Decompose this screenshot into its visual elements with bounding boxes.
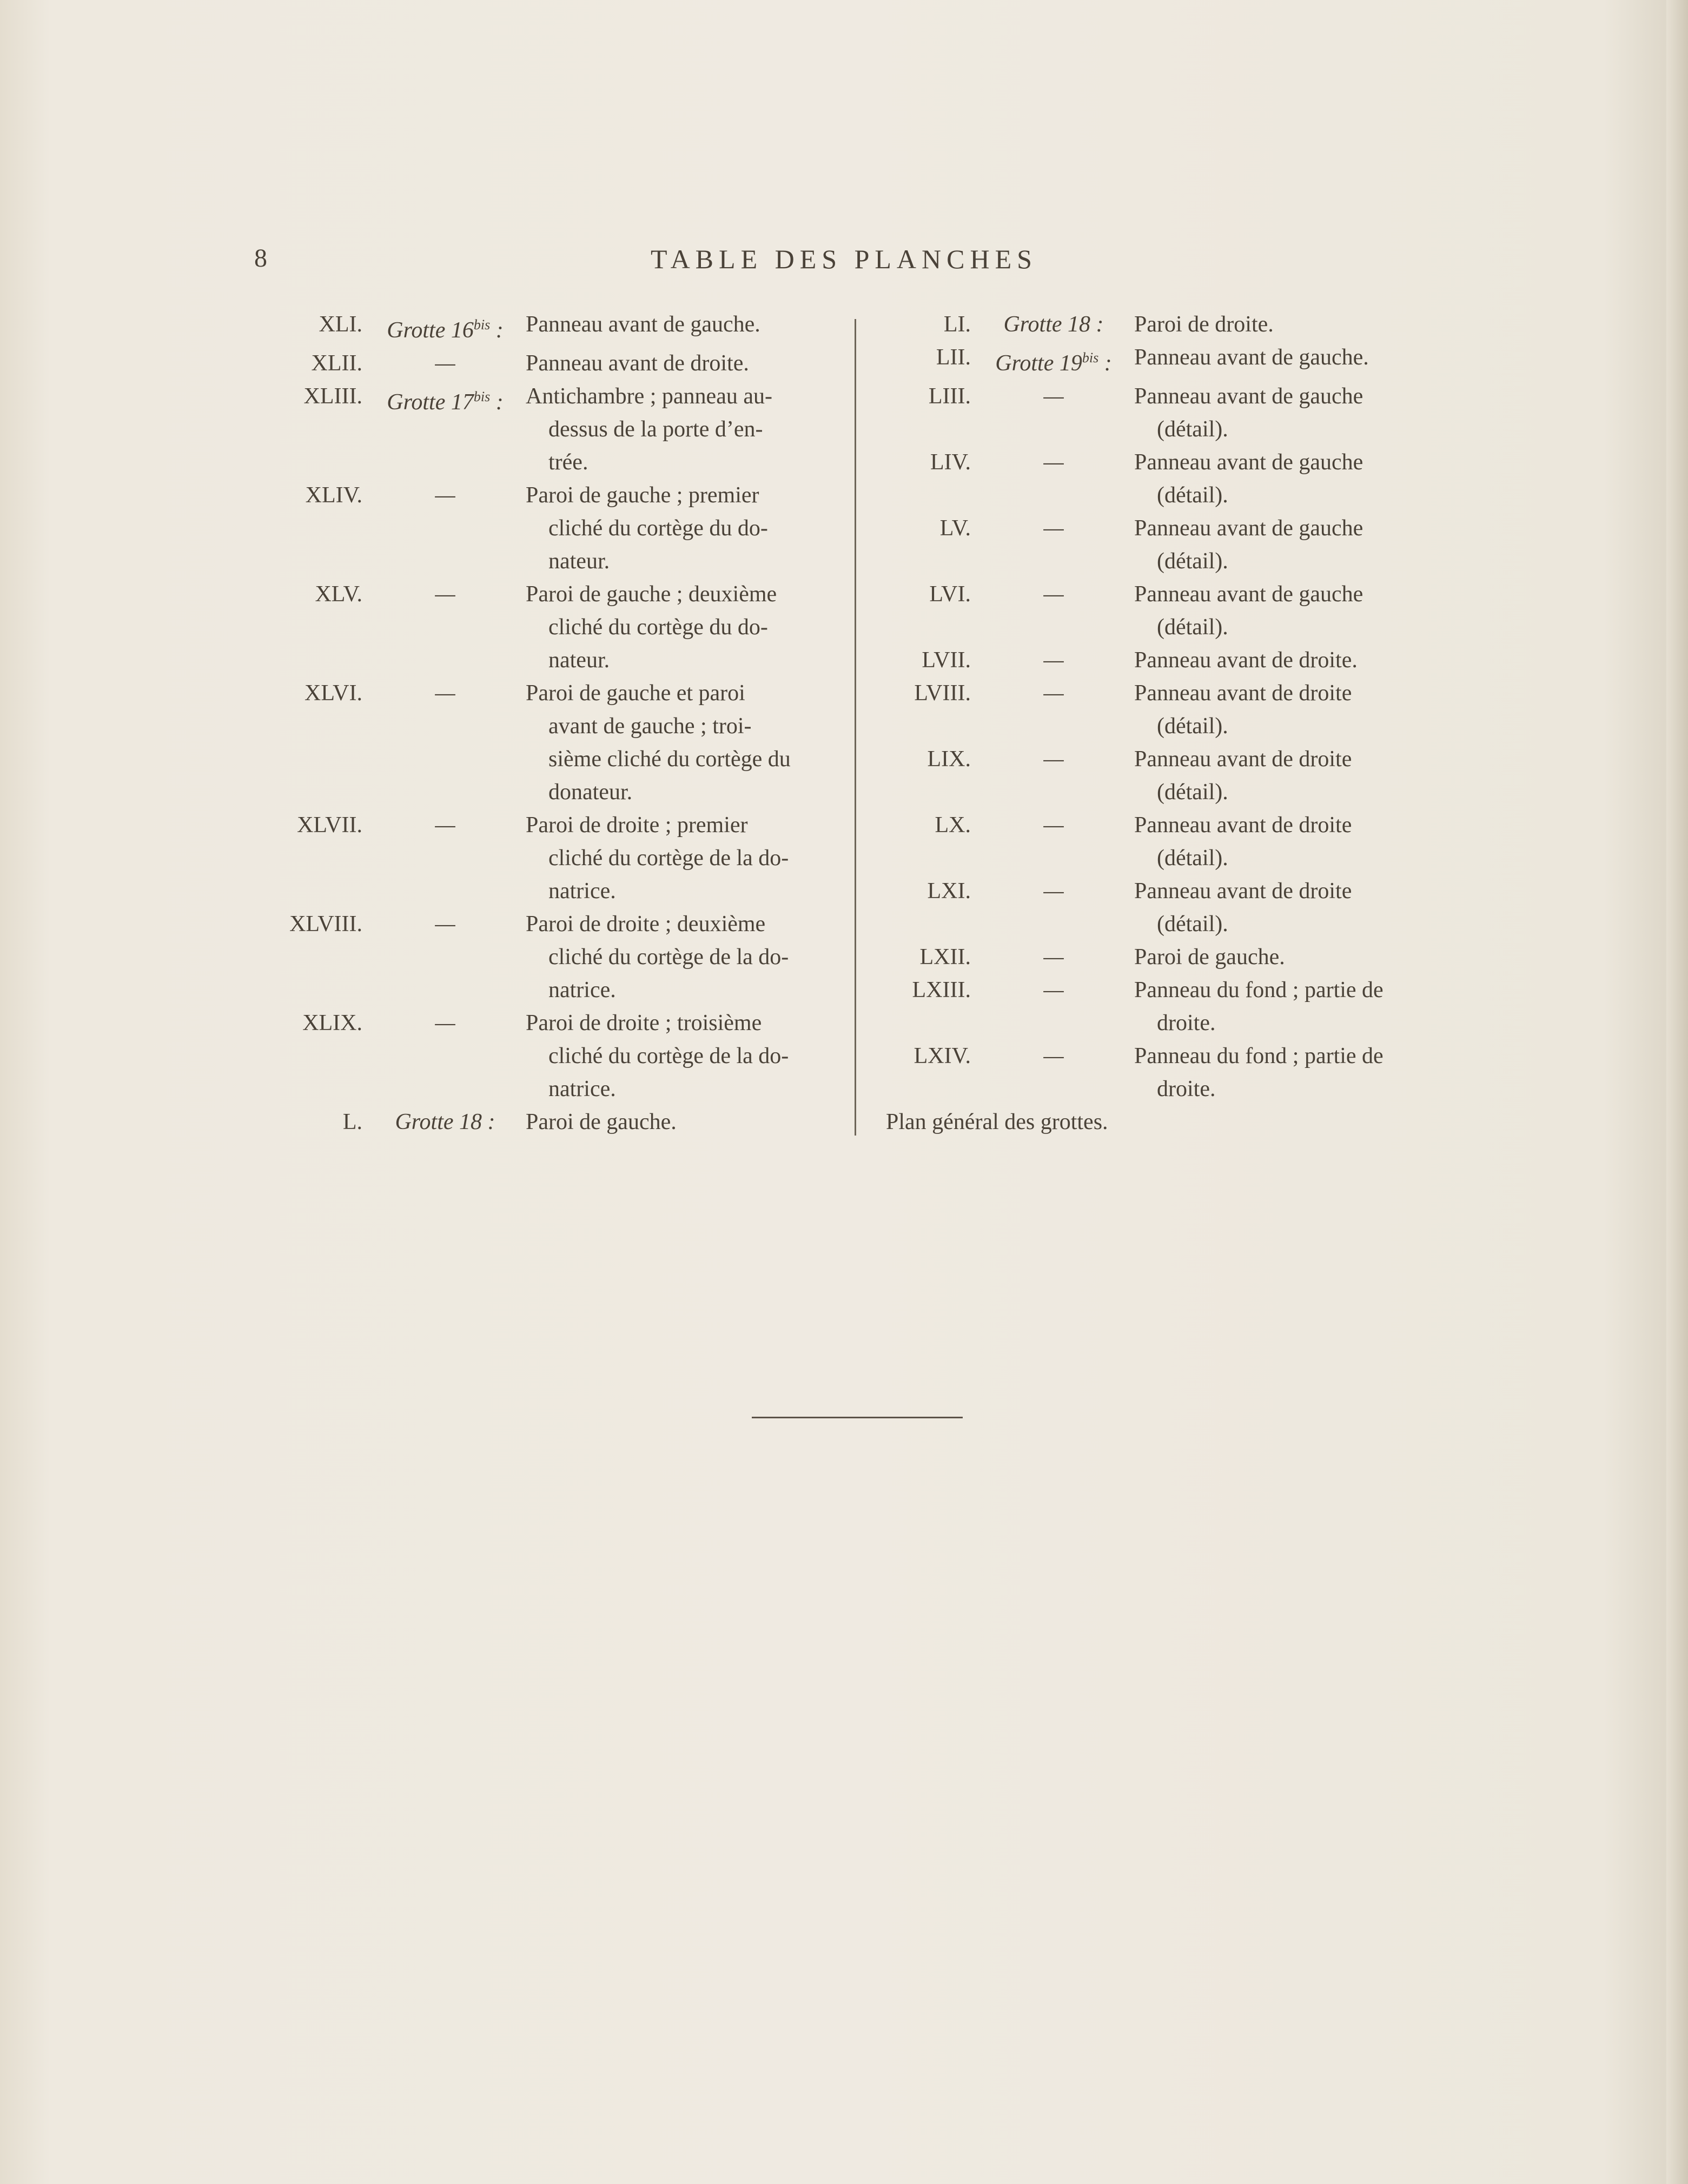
table-row [227,347,844,380]
grotte-label [367,578,526,677]
table-row [876,1040,1460,1106]
plate-description [1134,446,1460,512]
page-number: 8 [254,244,268,273]
description-line: cliché du cortège du do- [548,516,768,541]
table-row [227,908,844,1007]
table-row [876,512,1460,578]
grotte-name: — [1043,945,1064,970]
table-row [876,677,1460,743]
description-line: Panneau avant de droite. [526,351,749,376]
plate-description [526,908,844,1007]
grotte-separator: : [482,1110,495,1134]
table-row [876,941,1460,974]
grotte-name: — [1043,1044,1064,1068]
plate-description [526,308,844,347]
grotte-superscript: bis [473,389,491,404]
plate-number: L. [342,1110,362,1134]
plate-description [526,677,844,809]
grotte-label [975,380,1134,446]
table-row [227,308,844,347]
description-line: cliché du cortège de la do- [548,846,789,871]
description-line: Antichambre ; panneau au- [526,384,772,409]
plate-description [1134,974,1460,1040]
description-line: nateur. [548,648,610,673]
table-row [227,578,844,677]
plate-number: XLI. [319,312,362,337]
plate-description [526,578,844,677]
description-line: donateur. [548,780,633,805]
grotte-label [367,347,526,380]
plate-number: LII. [936,345,971,370]
table-row [876,644,1460,677]
page-edge [1666,0,1688,2184]
description-line: Panneau avant de droite. [1134,648,1358,673]
plate-number: XLIV. [305,483,362,508]
plate-description [1134,743,1460,809]
grotte-name: — [1043,582,1064,607]
description-line: natrice. [548,1077,616,1101]
plate-number: LXII. [919,945,971,970]
plate-description [1134,380,1460,446]
plate-number: LV. [939,516,971,541]
plate-number: LIX. [927,747,971,772]
table-row [876,308,1460,341]
plate-number: LI. [943,312,971,337]
grotte-label [975,341,1134,380]
table-row [227,809,844,908]
grotte-label [367,380,526,479]
plate-description [526,479,844,578]
description-line: (détail). [1157,714,1228,739]
plate-number: LX. [935,813,971,838]
description-line: Paroi de gauche. [526,1110,677,1134]
description-line: Panneau avant de droite [1134,879,1352,904]
description-line: (détail). [1157,846,1228,871]
grotte-name: — [1043,516,1064,541]
table-row [876,875,1460,941]
description-line: natrice. [548,879,616,904]
grotte-label [975,875,1134,941]
description-line: cliché du cortège du do- [548,615,768,640]
grotte-superscript: bis [1082,350,1099,366]
grotte-separator: : [490,318,504,343]
grotte-name: Grotte 16 [387,318,474,343]
description-line: Paroi de droite ; premier [526,813,748,838]
description-line: Panneau avant de gauche. [1134,345,1369,370]
plate-description [1134,809,1460,875]
grotte-name: — [435,483,455,508]
grotte-label [975,578,1134,644]
grotte-label [975,308,1134,341]
plate-description [1134,1040,1460,1106]
grotte-label [367,908,526,1007]
description-line: nateur. [548,549,610,574]
plate-number: LXIII. [912,978,971,1003]
grotte-name: — [1043,813,1064,838]
plate-number: XLIX. [302,1011,362,1035]
grotte-label [975,1040,1134,1106]
description-line: (détail). [1157,615,1228,640]
grotte-name: — [1043,384,1064,409]
description-line: (détail). [1157,780,1228,805]
grotte-label [367,1106,526,1139]
description-line: Panneau avant de gauche [1134,450,1363,475]
grotte-label [975,809,1134,875]
grotte-name: — [435,1011,455,1035]
plate-description [1134,875,1460,941]
table-row [227,1106,844,1139]
plate-number: LIV. [930,450,971,475]
plate-number: LXI. [927,879,971,904]
table-row [876,380,1460,446]
grotte-label [975,941,1134,974]
plate-number: XLV. [315,582,362,607]
grotte-superscript: bis [473,317,491,333]
table-row [876,446,1460,512]
table-row [876,809,1460,875]
plate-number: XLVII. [297,813,362,838]
description-line: (détail). [1157,549,1228,574]
description-line: droite. [1157,1077,1216,1101]
description-line: Panneau avant de gauche [1134,384,1363,409]
description-line: Paroi de droite. [1134,312,1274,337]
plate-number: LXIV. [913,1044,971,1068]
grotte-name: — [1043,450,1064,475]
grotte-name: Grotte 17 [387,390,474,415]
grotte-name: — [435,582,455,607]
description-line: (détail). [1157,483,1228,508]
grotte-label [975,677,1134,743]
description-line: Paroi de gauche et paroi [526,681,745,706]
plate-description [1134,512,1460,578]
description-line: Panneau du fond ; partie de [1134,978,1384,1003]
running-title: TABLE DES PLANCHES [651,244,1037,274]
plate-number: XLVIII. [289,912,362,937]
grotte-name: Grotte 18 [395,1110,482,1134]
plate-description [526,347,844,380]
right-column [876,308,1460,1139]
table-row [876,578,1460,644]
grotte-name: — [435,351,455,376]
table-row [876,341,1460,380]
table-row [876,743,1460,809]
plate-number: XLII. [311,351,362,376]
description-line: Panneau avant de droite [1134,747,1352,772]
right-entries [876,308,1460,1106]
grotte-label [975,644,1134,677]
plate-description [1134,308,1460,341]
table-row [227,479,844,578]
table-row [876,974,1460,1040]
grotte-separator: : [490,390,504,415]
grotte-separator: : [1098,351,1112,376]
description-line: avant de gauche ; troi- [548,714,752,739]
description-line: cliché du cortège de la do- [548,1044,789,1068]
plate-number: LIII. [928,384,971,409]
description-line: natrice. [548,978,616,1003]
grotte-name: — [1043,978,1064,1003]
plate-number: LVIII. [914,681,971,706]
plate-description [1134,644,1460,677]
grotte-label [975,974,1134,1040]
description-line: Paroi de gauche. [1134,945,1285,970]
plate-description [1134,578,1460,644]
description-line: sième cliché du cortège du [548,747,791,772]
grotte-label [367,308,526,347]
grotte-label [367,479,526,578]
grotte-name: — [1043,879,1064,904]
plate-description [526,1007,844,1106]
grotte-label [367,677,526,809]
plate-description [1134,341,1460,380]
description-line: Paroi de gauche ; deuxième [526,582,777,607]
plate-number: LVI. [929,582,971,607]
description-line: Panneau avant de gauche [1134,582,1363,607]
grotte-label [975,512,1134,578]
table-row [227,1007,844,1106]
grotte-name: — [1043,747,1064,772]
grotte-name: — [1043,681,1064,706]
table-row [227,677,844,809]
grotte-name: — [435,912,455,937]
grotte-separator: : [1090,312,1104,337]
grotte-name: Grotte 18 [1003,312,1091,337]
grotte-name: Grotte 19 [995,351,1082,376]
grotte-label [975,743,1134,809]
description-line: Paroi de droite ; deuxième [526,912,766,937]
description-line: (détail). [1157,417,1228,442]
description-line: trée. [548,450,588,475]
left-column [227,308,844,1139]
description-line: Paroi de gauche ; premier [526,483,759,508]
closing-rule [752,1417,963,1418]
plate-number: XLIII. [303,384,362,409]
grotte-label [367,1007,526,1106]
description-line: (détail). [1157,912,1228,937]
description-line: Panneau avant de droite [1134,813,1352,838]
plate-number: LVII. [922,648,971,673]
plan-general: Plan général des grottes. [886,1110,1108,1134]
grotte-name: — [435,813,455,838]
plate-description [1134,677,1460,743]
description-line: dessus de la porte d’en- [548,417,763,442]
plate-description [526,1106,844,1139]
column-divider [855,319,856,1136]
description-line: droite. [1157,1011,1216,1035]
description-line: Panneau du fond ; partie de [1134,1044,1384,1068]
description-line: Panneau avant de gauche. [526,312,760,337]
plate-description [526,380,844,479]
plate-description [526,809,844,908]
grotte-label [367,809,526,908]
description-line: Paroi de droite ; troisième [526,1011,762,1035]
grotte-name: — [435,681,455,706]
description-line: Panneau avant de droite [1134,681,1352,706]
grotte-name: — [1043,648,1064,673]
plate-description [1134,941,1460,974]
grotte-label [975,446,1134,512]
table-row [227,380,844,479]
description-line: cliché du cortège de la do- [548,945,789,970]
description-line: Panneau avant de gauche [1134,516,1363,541]
plate-number: XLVI. [304,681,362,706]
